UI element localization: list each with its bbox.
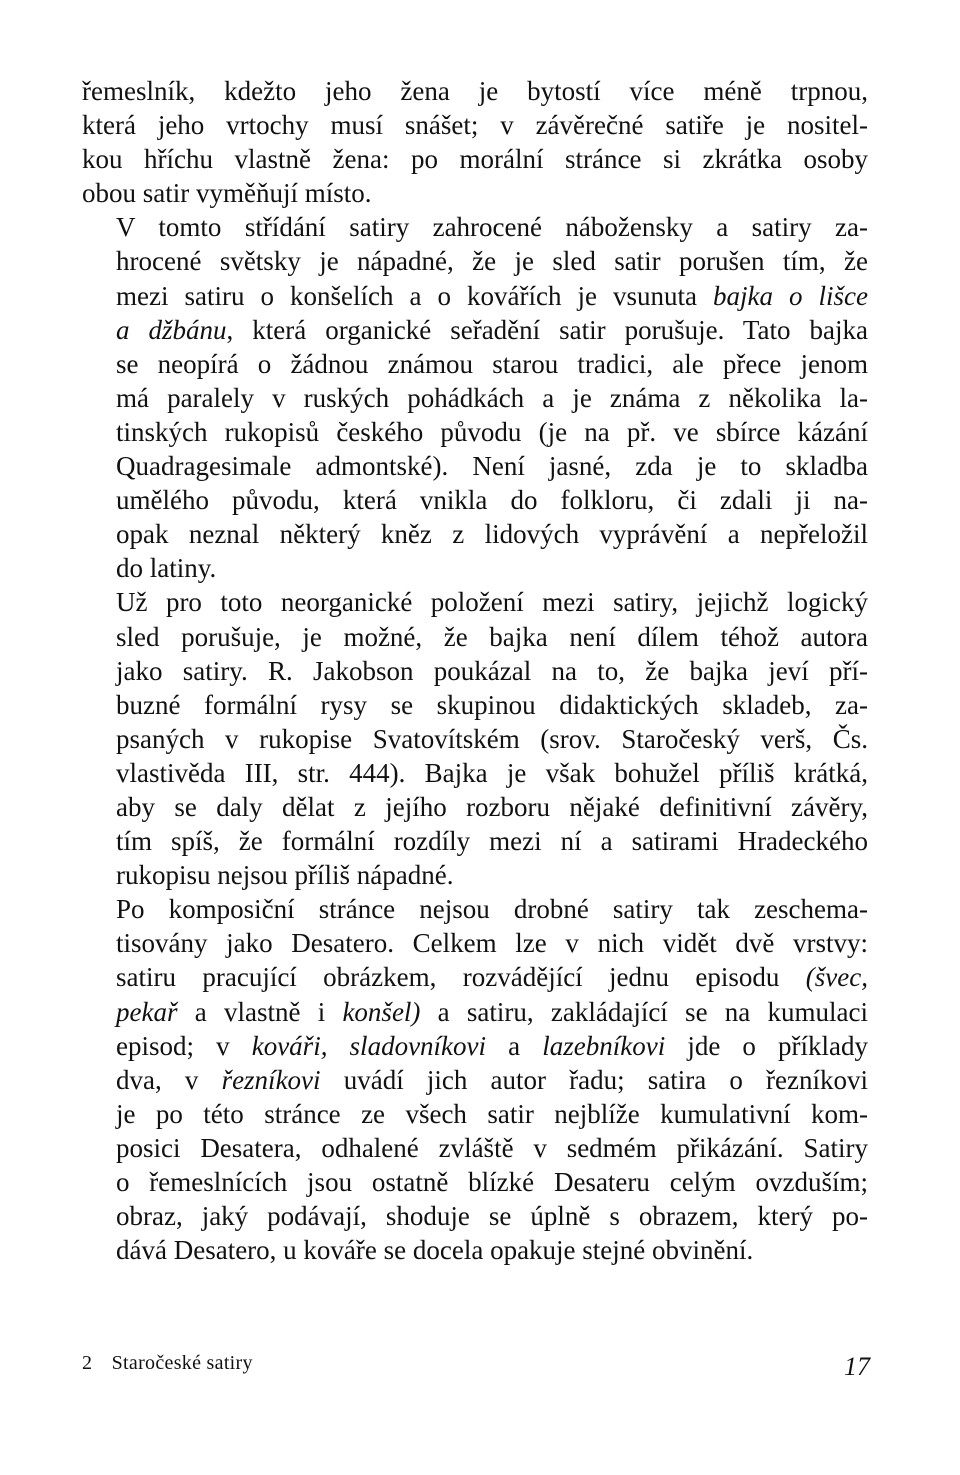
- text-line: jako satiry. R. Jakobson poukázal na to, že bajka jeví pří-: [116, 655, 868, 686]
- text-body: [82, 74, 868, 1267]
- text-line: do latiny.: [116, 553, 217, 584]
- text-line: o řemeslnících jsou ostatně blízké Desateru celým ovzduším;: [116, 1167, 868, 1197]
- text-line: kou hříchu vlastně žena: po morální stránce si zkrátka osoby: [82, 144, 868, 175]
- text-line: pekař a vlastně i konšel) a satiru, zakládající se na kumulaci: [116, 996, 869, 1027]
- text-line: aby se daly dělat z jejího rozboru nějaké definitivní závěry,: [116, 791, 868, 822]
- text-line: umělého původu, která vnikla do folkloru, či zdali ji na-: [116, 485, 868, 516]
- text-line: hrocené světsky je nápadné, že je sled satir porušen tím, že: [116, 246, 868, 277]
- text-line: obraz, jaký podávají, shoduje se úplně s obrazem, který po-: [116, 1201, 868, 1232]
- text-line: tisovány jako Desatero. Celkem lze v nich vidět dvě vrstvy:: [116, 928, 868, 959]
- text-line: tinských rukopisů českého původu (je na př. ve sbírce kázání: [116, 416, 868, 447]
- text-line: je po této stránce ze všech satir nejblíže kumulativní kom-: [116, 1098, 868, 1129]
- text-line: vlastivěda III, str. 444). Bajka je však bohužel příliš krátká,: [116, 757, 868, 788]
- signature-text: Staročeské satiry: [111, 1352, 253, 1374]
- text-line: mezi satiru o konšelích a o kovářích je vsunuta bajka o lišce: [116, 280, 868, 311]
- text-line: sled porušuje, je možné, že bajka není dílem téhož autora: [116, 621, 868, 652]
- signature-number: 2: [82, 1352, 93, 1374]
- italic-title: konšel): [342, 996, 421, 1027]
- paragraph: [82, 74, 868, 210]
- paragraph: [82, 210, 868, 585]
- text-line: satiru pracující obrázkem, rozvádějící jednu episodu (švec,: [116, 962, 868, 993]
- text-line: psaných v rukopise Svatovítském (srov. Staročeský verš, Čs.: [116, 723, 868, 754]
- text-line: a džbánu, která organické seřadění satir porušuje. Tato bajka: [116, 314, 868, 345]
- text-line: opak neznal některý kněz z lidových vyprávění a nepřeložil: [116, 519, 868, 550]
- italic-title: řezníkovi: [221, 1064, 321, 1095]
- signature-mark: [82, 1352, 253, 1375]
- page-number: 17: [844, 1352, 870, 1381]
- text-line: Quadragesimale admontské). Není jasné, zda je to skladba: [116, 451, 868, 482]
- text-line: buzné formální rysy se skupinou didaktických skladeb, za-: [116, 689, 868, 720]
- italic-title: kováři, sladovníkovi: [251, 1030, 487, 1061]
- italic-title: a džbánu: [116, 314, 227, 345]
- text-line: Už pro toto neorganické položení mezi satiry, jejichž logický: [116, 587, 868, 618]
- text-line: řemeslník, kdežto jeho žena je bytostí více méně trpnou,: [82, 76, 868, 106]
- text-line: která jeho vrtochy musí snášet; v závěrečné satiře je nositel-: [82, 110, 868, 141]
- italic-title: bajka o lišce: [713, 280, 868, 311]
- italic-title: (švec,: [805, 962, 868, 993]
- paragraph: [82, 892, 868, 1267]
- text-line: se neopírá o žádnou známou starou tradici, ale přece jenom: [116, 348, 868, 379]
- text-line: V tomto střídání satiry zahrocené nábožensky a satiry za-: [116, 212, 868, 243]
- text-line: má paralely v ruských pohádkách a je známa z několika la-: [116, 382, 868, 413]
- text-line: posici Desatera, odhalené zvláště v sedmém přikázání. Satiry: [116, 1132, 868, 1163]
- italic-title: lazebníkovi: [542, 1030, 666, 1061]
- italic-title: pekař: [116, 996, 178, 1027]
- text-line: obou satir vyměňují místo.: [82, 178, 372, 209]
- paragraph: [82, 585, 868, 892]
- page-footer: [82, 1352, 870, 1392]
- text-line: rukopisu nejsou příliš nápadné.: [116, 860, 454, 891]
- text-line: dává Desatero, u kováře se docela opakuje stejné obvinění.: [116, 1235, 754, 1266]
- text-line: Po komposiční stránce nejsou drobné satiry tak zeschema-: [116, 894, 868, 925]
- text-line: tím spíš, že formální rozdíly mezi ní a satirami Hradeckého: [116, 826, 868, 857]
- text-line: episod; v kováři, sladovníkovi a lazebníkovi jde o příklady: [116, 1030, 868, 1061]
- text-line: dva, v řezníkovi uvádí jich autor řadu; satira o řezníkovi: [116, 1064, 869, 1095]
